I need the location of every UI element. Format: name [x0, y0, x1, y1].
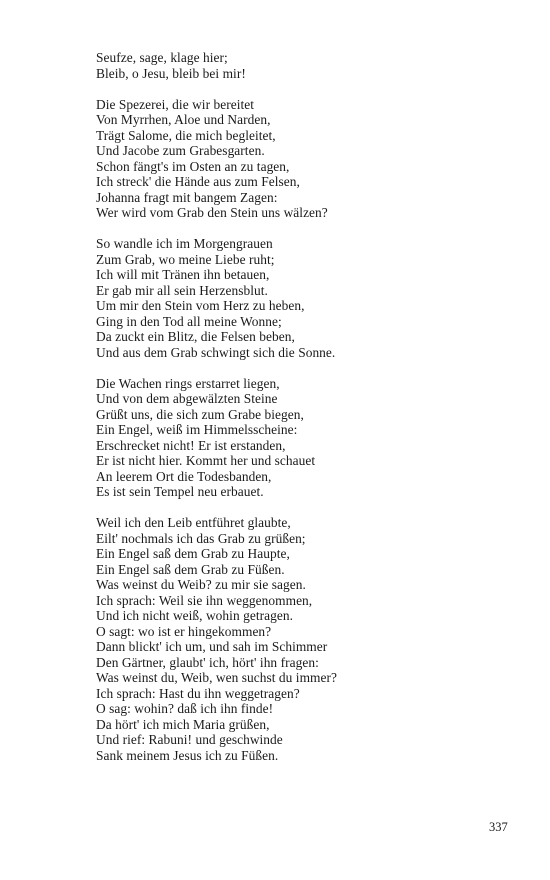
- stanza: [96, 50, 516, 81]
- poem-line: Was weinst du, Weib, wen suchst du immer?: [96, 670, 338, 685]
- poem-line: Ich sprach: Hast du ihn weggetragen?: [96, 685, 300, 701]
- poem-line: Schon fängt's im Osten an zu tagen,: [96, 158, 290, 174]
- poem-line: Er gab mir all sein Herzensblut.: [96, 282, 268, 298]
- stanza: [96, 515, 516, 763]
- poem-line: So wandle ich im Morgengrauen: [96, 236, 273, 251]
- poem-line: Wer wird vom Grab den Stein uns wälzen?: [96, 205, 328, 220]
- poem-line: Die Spezerei, die wir bereitet: [96, 96, 255, 112]
- poem-line: Und rief: Rabuni! und geschwinde: [96, 732, 283, 747]
- poem-text: [96, 50, 516, 779]
- poem-line: Da hört' ich mich Maria grüßen,: [96, 716, 270, 732]
- poem-line: Dann blickt' ich um, und sah im Schimmer: [96, 639, 328, 654]
- poem-line: Und ich nicht weiß, wohin getragen.: [96, 608, 293, 623]
- poem-line: Da zuckt ein Blitz, die Felsen beben,: [96, 329, 295, 344]
- poem-line: Ein Engel saß dem Grab zu Füßen.: [96, 561, 285, 577]
- poem-line: Und Jacobe zum Grabesgarten.: [96, 143, 265, 158]
- poem-line: Ich will mit Tränen ihn betauen,: [96, 267, 270, 282]
- poem-line: Die Wachen rings erstarret liegen,: [96, 375, 280, 391]
- stanza: [96, 236, 516, 360]
- poem-line: Ein Engel saß dem Grab zu Haupte,: [96, 546, 290, 561]
- poem-line: Um mir den Stein vom Herz zu heben,: [96, 298, 305, 313]
- poem-line: Von Myrrhen, Aloe und Narden,: [96, 112, 271, 127]
- stanza: [96, 376, 516, 500]
- poem-line: An leerem Ort die Todesbanden,: [96, 468, 272, 484]
- poem-line: Es ist sein Tempel neu erbauet.: [96, 484, 264, 499]
- poem-line: Sank meinem Jesus ich zu Füßen.: [96, 747, 279, 763]
- poem-line: Eilt' nochmals ich das Grab zu grüßen;: [96, 530, 306, 546]
- poem-line: Grüßt uns, die sich zum Grabe biegen,: [96, 406, 304, 422]
- page-number: 337: [489, 820, 508, 834]
- stanza: [96, 97, 516, 221]
- poem-line: Ging in den Tod all meine Wonne;: [96, 313, 282, 329]
- poem-line: O sag: wohin? daß ich ihn finde!: [96, 701, 274, 716]
- poem-line: Ich sprach: Weil sie ihn weggenommen,: [96, 592, 313, 608]
- poem-line: Seufze, sage, klage hier;: [96, 50, 228, 65]
- poem-line: Johanna fragt mit bangem Zagen:: [96, 189, 278, 205]
- poem-line: Ein Engel, weiß im Himmelsscheine:: [96, 422, 298, 437]
- poem-line: Er ist nicht hier. Kommt her und schauet: [96, 453, 316, 468]
- poem-line: Zum Grab, wo meine Liebe ruht;: [96, 251, 275, 267]
- poem-line: Weil ich den Leib entführet glaubte,: [96, 515, 291, 530]
- poem-line: Was weinst du Weib? zu mir sie sagen.: [96, 577, 306, 592]
- poem-line: Und aus dem Grab schwingt sich die Sonne.: [96, 344, 336, 360]
- poem-line: Trägt Salome, die mich begleitet,: [96, 127, 276, 143]
- poem-line: Und von dem abgewälzten Steine: [96, 391, 278, 406]
- poem-line: Den Gärtner, glaubt' ich, hört' ihn fragen:: [96, 654, 319, 670]
- poem-line: O sagt: wo ist er hingekommen?: [96, 623, 272, 639]
- poem-line: Bleib, o Jesu, bleib bei mir!: [96, 65, 246, 81]
- poem-line: Ich streck' die Hände aus zum Felsen,: [96, 174, 300, 189]
- poem-line: Erschrecket nicht! Er ist erstanden,: [96, 437, 286, 453]
